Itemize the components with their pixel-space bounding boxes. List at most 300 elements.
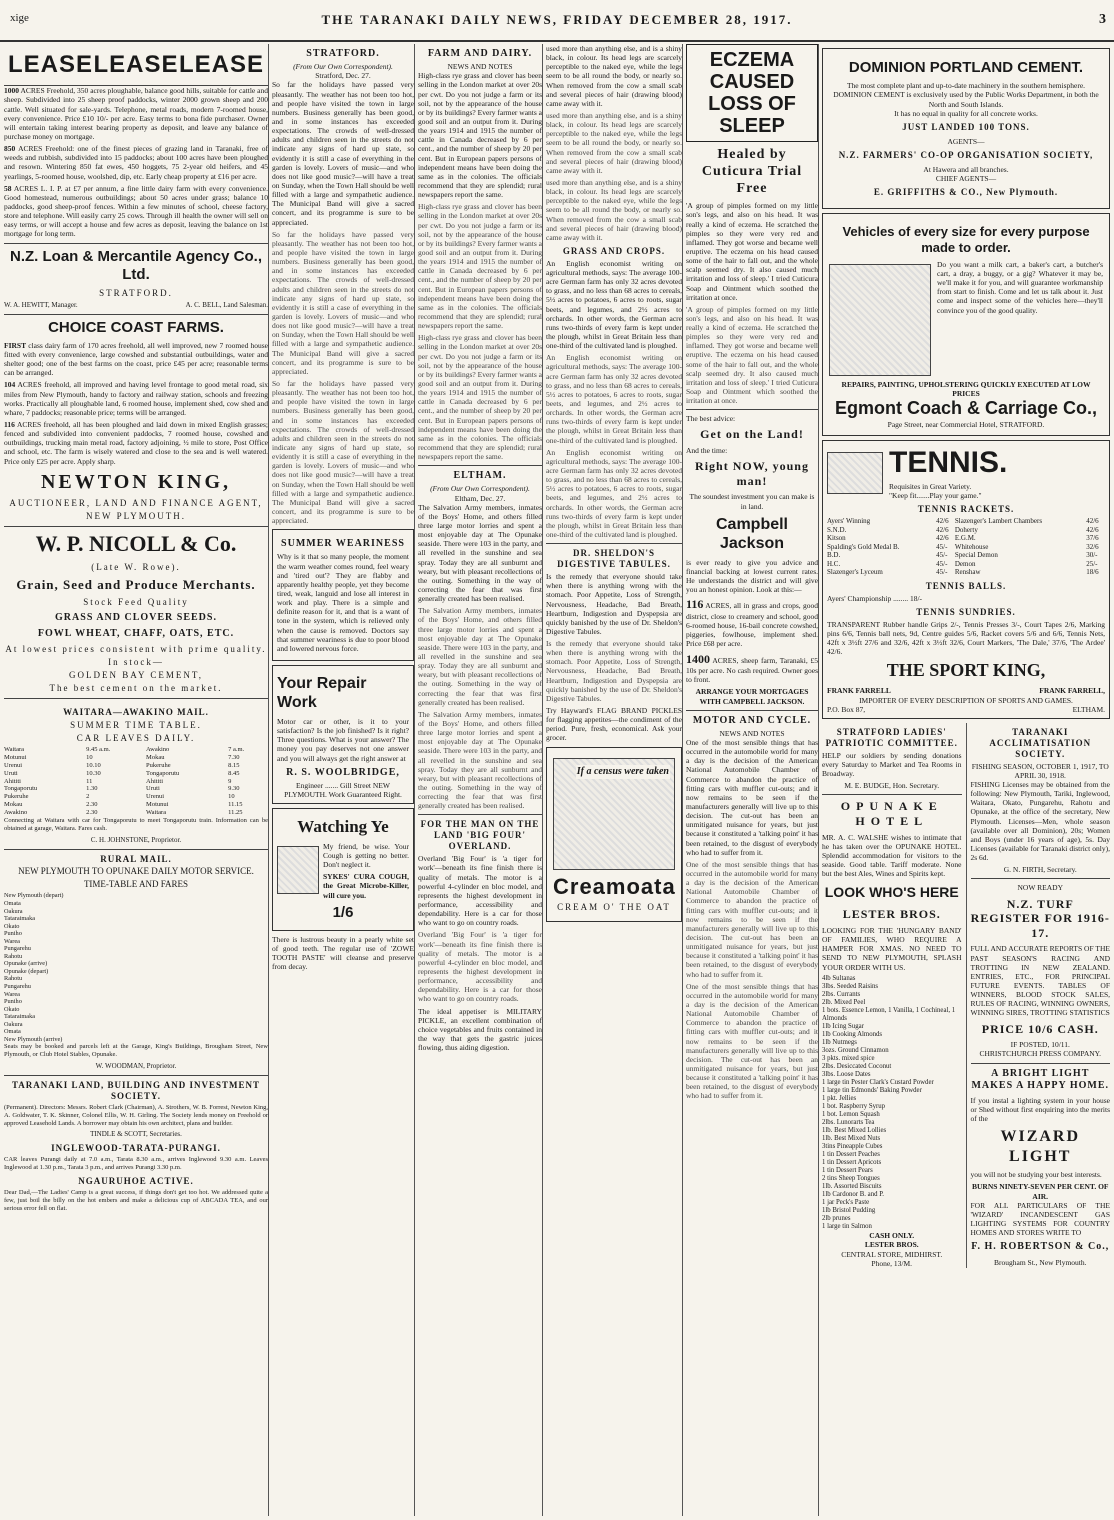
divider — [418, 465, 542, 466]
right-now: Right NOW, young man! — [695, 459, 809, 488]
table-cell: Kitson — [827, 534, 846, 543]
list-item: 1 pkt. Jellies — [822, 1094, 857, 1102]
table-cell: 25/- — [1086, 559, 1098, 568]
dominion-cement-ad — [822, 48, 1110, 209]
campbell-lot — [686, 597, 818, 648]
list-item: 3lbs. Loose Dates — [822, 1070, 871, 1078]
creamoata-ad — [546, 747, 682, 923]
rural-time: TIME-TABLE AND FARES — [83, 879, 189, 890]
eltham-town: ELTHAM. — [1072, 704, 1105, 714]
lease-word: LEASE — [8, 51, 94, 78]
rural-sub: NEW PLYMOUTH TO OPUNAKE DAILY MOTOR SERVICE. — [18, 866, 254, 877]
repairs: REPAIRS, PAINTING, UPHOLSTERING QUICKLY EXECUTED AT LOW PRICES — [841, 379, 1091, 399]
table-cell: Waitara — [4, 745, 25, 753]
table-cell: Awakino — [4, 809, 28, 817]
table-row — [4, 746, 268, 754]
lot-text: ACRES, all in grass and crops, good district, close to creamery and school, good 6-roomed house, 16-bail concrete cowshed, piggeries, fowlhouse, implement shed. Price £68 per acre. — [686, 601, 818, 649]
table-cell: 42/6 — [1086, 525, 1099, 534]
stratford-text: So far the holidays have passed very pleasantly. The weather has not been too hot, and people have visited the town in large numbers. Business generally has been good, and in some instances has exceeded expectations. The crowds of well-dressed adults and children seen in the streets do not indicate any signs of hard up state, so evidently it is still a case of everything in the garden is lovely. Lovers of music—and who does not like good music?—will have a treat on Sunday, when the Town Hall should be well filled with a large and sympathetic audience. The Municipal Band will give a sacred concert, and its programme is sure to be appreciated. — [272, 80, 414, 227]
repair-firm: R. S. WOOLBRIDGE, — [286, 766, 400, 778]
lot-acres: 116 — [4, 420, 15, 430]
acclim-text: FISHING Licenses may be obtained from the following: New Plymouth, Tariki, Inglewood, Waitara, Okato, Pungarehu, Rahotu and Opunake, at the office of the secretary, New Plymouth. Licenses—Men, whole season (available over all Dominion), 20s; Women and Boys (under 16 years of age), 5s. Day Licenses (available for Taranaki district only), 2s 6d. — [970, 780, 1110, 863]
table-cell: Urenui — [146, 793, 165, 801]
list-item: 1 jar Peck's Paste — [822, 1199, 870, 1207]
bright-text: If you instal a lighting system in your house or Shed without first enquiring into the merits of the — [970, 1095, 1110, 1124]
table-cell: 10 — [86, 753, 93, 761]
column-1 — [4, 44, 269, 1516]
list-item: Warea — [4, 990, 20, 998]
table-cell: Slazenger's Lyceum — [827, 568, 883, 577]
repair-text: Motor car or other, is it to your satisfaction? Is the job finished? Is it right? Three questions. What is your answer? The money you pay deserves not one answer and you will always get the right answer at — [277, 716, 409, 763]
vehicles-text: Do you want a milk cart, a baker's cart, a butcher's cart, a dray, a buggy, or a gig? Whatever it may be, we'll make it for you, and will guarantee workmanship from start to finish. Come and let us talk about it. Just come and inspect some of the vehicles here—they'll convince you of the good quality. — [937, 259, 1103, 315]
table-cell: 9 — [228, 777, 232, 785]
opunake-heading: OPUNAKE HOTEL — [840, 799, 943, 828]
list-item: Opunake (arrive) — [4, 960, 48, 968]
table-cell: Ayers' Winning — [827, 517, 871, 526]
acclim-season: FISHING SEASON, OCTOBER 1, 1917, TO APRIL 30, 1918. — [971, 761, 1109, 780]
table-cell: Demon — [954, 559, 976, 568]
lot-acres: 116 — [686, 597, 704, 612]
list-item: Oakura — [4, 1020, 23, 1028]
lot-text: ACRES, sheep farm, Taranaki, £5 10s per acre. No cash required. Owner goes to front. — [686, 655, 818, 685]
waitara-prop: C. H. JOHNSTONE, Proprietor. — [90, 835, 182, 844]
table-cell: Ahititi — [4, 777, 21, 785]
rackets-heading: TENNIS RACKETS. — [917, 504, 1015, 515]
turf-ready: NOW READY — [1017, 883, 1063, 893]
waitara-title: WAITARA—AWAKINO MAIL. — [63, 706, 209, 717]
list-item: 2lb. Mixed Peel — [822, 998, 866, 1006]
table-row — [4, 785, 268, 793]
stratford-corr: (From Our Own Correspondent). — [293, 62, 393, 72]
time-label: And the time: — [686, 446, 728, 456]
overland-text: Overland 'Big Four' is 'a tiger for work'—beneath its fine finish there is quality of metals. The motor is a powerful 4-cylinder en bloc model, and represents the highest development in performance, accessibility and dependability. Here is a car for those who want to go on country roads. — [418, 930, 542, 1004]
column-6 — [822, 44, 1110, 1516]
grass-text: An English economist writing on agricultural methods, says: The average 100-acre German farm has only 32 acres devoted to grass, and no less than 68 acres to cereals, 5½ acres to potatoes, 6 acres to roots, sugar beets, and legumes, and 2½ acres to orchards. In other words, the German acre runs two-thirds of every farm is kept under the plough, whilst in Great Britain less than one-third of the cultivated land is ploughed. — [546, 258, 682, 351]
nicoll-cement-note: The best cement on the market. — [49, 682, 223, 693]
table-cell: 10 — [228, 793, 235, 801]
table-cell: Whitehouse — [954, 542, 989, 551]
creamoata-inset: If a census were taken — [576, 765, 670, 779]
sport-king: THE SPORT KING, — [886, 660, 1046, 681]
table-cell: Ahititi — [146, 777, 164, 785]
choice-lot — [4, 380, 268, 417]
farm-text: High-class rye grass and clover has been selling in the London market at over 20s per cwt. Do you not judge a farm or its soil, not by the appearance of the house or by its buildings? Every farmer wants a good soil and an output from it. During the years 1914 and 1915 the number of cattle in Canada decreased by 6 per cent., and the number of sheep by 20 per cent. But in European papers persons of independent means have been doing the same as in the colonies. The officials recommend that they are splendid; rural newspapers report the same. — [418, 333, 542, 462]
farm-heading: FARM AND DAIRY. — [427, 48, 533, 59]
page-number: 3 — [1099, 12, 1106, 27]
table-cell: Doherty — [954, 525, 978, 534]
table-row — [4, 754, 268, 762]
repair-work-ad — [272, 665, 414, 804]
motor-heading: MOTOR AND CYCLE. — [692, 714, 812, 726]
lease-word: LEASE — [93, 51, 179, 78]
table-cell: 7 a.m. — [228, 745, 245, 753]
table-cell: 37/6 — [1086, 534, 1099, 543]
table-cell: Renshaw — [954, 568, 981, 577]
watching-title: Watching Ye — [297, 817, 389, 837]
table-cell: 11.25 — [228, 809, 243, 817]
list-item: 1lb Bristol Pudding — [822, 1207, 876, 1215]
flag-brand-text: Try Hayward's FLAG BRAND PICKLES for flagging appetites—the condiment of the period. Pure, fresh, economical. Ask your grocer. — [546, 706, 682, 743]
divider — [822, 794, 962, 795]
healed-heading: Healed by Cuticura Trial Free — [701, 147, 803, 197]
eczema-heading: ECZEMA CAUSED LOSS OF SLEEP — [686, 44, 818, 142]
list-item: Tataraimaka — [4, 1013, 36, 1021]
arrange: ARRANGE YOUR MORTGAGES WITH CAMPBELL JACKSON. — [695, 687, 809, 706]
list-item: 3lbs. Seeded Raisins — [822, 982, 879, 990]
nicoll-trade: Grain, Seed and Produce Merchants. — [16, 576, 256, 592]
stratford-date: Stratford, Dec. 27. — [315, 71, 371, 81]
divider — [686, 710, 818, 711]
table-cell: Motunui — [4, 753, 27, 761]
lot-text: ACRES freehold, all improved and having level frontage to good metal road, six miles from New Plymouth, handy to factory and railway station, schools and freezing works. Practically all ploughable land, 6 roomed house, implement shed, cow shed and whare, 7 paddocks; reasonable price; terms will be arranged. — [4, 380, 269, 417]
list-item: Pungarehu — [4, 982, 31, 990]
table-cell: Spalding's Gold Medal B. — [827, 542, 900, 551]
eczema-text: 'A group of pimples formed on my little son's legs, and also on his head. It was really a kind of eczema. He scratched the pimples so they were very red and inflamed. They got worse and became well eruptive. The eczema on his head caused some of the hair to fall out, and the whole scalp seemed dry. It also caused much irritation and loss of sleep.' I tried Cuticura Soap and Ointment which soothed the irritation at once. — [686, 304, 818, 406]
grass-text: An English economist writing on agricultural methods, says: The average 100-acre German farm has only 32 acres devoted to grass, and no less than 68 acres to cereals, 5½ acres to potatoes, 6 acres to roots, sugar beets, and legumes, and 2½ acres to orchards. In other words, the German acre runs two-thirds of every farm is kept under the plough, whilst in Great Britain less than one-third of the cultivated land is ploughed. — [546, 353, 682, 445]
column-5 — [686, 44, 819, 1516]
table-cell: Motunui — [146, 801, 169, 809]
list-item: Omata — [4, 899, 21, 907]
table-cell: 18/6 — [1086, 568, 1099, 577]
ngaruhoe-title: NGAURUHOE ACTIVE. — [78, 1175, 194, 1186]
stratford-heading: STRATFORD. — [306, 48, 380, 59]
landed: JUST LANDED 100 TONS. — [902, 121, 1030, 132]
table-row — [4, 762, 268, 770]
table-cell: 2.30 — [86, 809, 98, 817]
griffiths: E. GRIFFITHS & CO., New Plymouth. — [873, 187, 1059, 198]
list-item: 3tins Pineapple Cubes — [822, 1143, 883, 1151]
sykes-price: 1/6 — [332, 903, 354, 921]
campbell-lot — [686, 652, 818, 685]
table-cell: 2.30 — [86, 801, 98, 809]
divider — [4, 849, 268, 850]
list-item: 1 large tin Edmonds' Baking Powder — [822, 1086, 922, 1094]
nicoll-name: W. P. NICOLL & Co. — [35, 531, 237, 557]
divider — [971, 878, 1111, 879]
lot-acres: 104 — [4, 380, 16, 390]
nicoll-cement: GOLDEN BAY CEMENT, — [69, 670, 203, 680]
tennis-sub: Requisites in Great Variety. — [889, 481, 972, 491]
building-sec: TINDLE & SCOTT, Secretaries. — [90, 1130, 182, 1139]
table-cell: 45/- — [936, 551, 948, 560]
choice-heading: CHOICE COAST FARMS. — [48, 318, 224, 336]
divider — [418, 814, 542, 815]
list-item: 1lb Icing Sugar — [822, 1022, 864, 1030]
turf-heading: N.Z. TURF REGISTER FOR 1916-17. — [970, 896, 1110, 940]
table-cell: Pukeruhe — [146, 761, 171, 769]
table-cell: Tongaporutu — [146, 769, 180, 777]
table-cell: 9.45 a.m. — [86, 745, 111, 753]
table-row — [4, 770, 268, 778]
lot-text: class dairy farm of 170 acres freehold, all well improved, new 7 roomed house fitted with every convenience, large cowshed and substantial outbuildings, water and shelter good; one of the best farms on the coast, price £45 per acre; reasonable terms can be arranged. — [4, 340, 269, 378]
racket-illustration — [827, 452, 883, 494]
list-item: Tataraimaka — [4, 915, 36, 923]
importer: IMPORTER OF EVERY DESCRIPTION OF SPORTS AND GAMES. — [859, 695, 1073, 705]
nicoll-item: FOWL WHEAT, CHAFF, OATS, ETC. — [37, 627, 235, 639]
lester-name: LESTER BROS. — [842, 907, 941, 922]
lease-word: LEASE — [178, 51, 264, 78]
agency-manager: W. A. HEWITT, Manager. — [4, 301, 78, 310]
burns: BURNS NINETY-SEVEN PER CENT. OF AIR. — [972, 1182, 1109, 1201]
farm-text: High-class rye grass and clover has been selling in the London market at over 20s per cwt. Do you not judge a farm or its soil, not by the appearance of the house or by its buildings? Every farmer wants a good soil and an output from it. During the years 1914 and 1915 the number of cattle in Canada decreased by 6 per cent., and the number of sheep by 20 per cent. But in European papers persons of independent means have been doing the same as in the colonies. The officials recommend that they are splendid; rural newspapers report the same. — [418, 202, 542, 331]
rural-stops — [4, 892, 268, 1043]
table-row — [4, 778, 268, 786]
newton-king: NEWTON KING, — [40, 470, 232, 493]
lustrous-text: There is lustrous beauty in a pearly white set of good teeth. The regular use of 'ZOWE TOOTH PASTE' will cleanse and preserve from decay. — [272, 935, 414, 972]
lot-acres: 1000 — [4, 86, 19, 96]
table-row — [827, 568, 1105, 577]
egmont-name: Egmont Coach & Carriage Co., — [834, 398, 1098, 419]
column-2 — [272, 44, 415, 1516]
lot-text: ACRES freehold, all has been ploughed and laid down in mixed English grasses; fenced and subdivided into convenient paddocks, 7 roomed house, cowshed and outbuildings, trucking main metal road, factory adjoining, ½ mile to store, Post Office and school, etc. The farm is wisely watered and close to the sea and is well watered. Price only £25 per acre. Apply sharp. — [4, 420, 268, 466]
lot-acres: FIRST — [4, 340, 27, 350]
chief-agents: CHIEF AGENTS— — [935, 174, 997, 184]
inglewood-title: INGLEWOOD-TARATA-PURANGI. — [51, 1142, 221, 1153]
list-item: Warea — [4, 937, 20, 945]
wizard-text2: FOR ALL PARTICULARS OF THE 'WIZARD' INCANDESCENT GAS LIGHTING SYSTEMS FOR COUNTRY HOMES AND STORES WRITE TO — [970, 1200, 1110, 1238]
list-item: 1 bots. Essence Lemon, 1 Vanilla, 1 Cochineal, 1 Almonds — [822, 1006, 956, 1022]
list-item: 2lbs. Currants — [822, 990, 861, 998]
central-store: CENTRAL STORE, MIDHIRST. — [841, 1249, 943, 1259]
campbell-jackson: Campbell Jackson — [715, 515, 788, 553]
agency-salesman: A. C. BELL, Land Salesman. — [185, 301, 268, 310]
creamoata-sub: CREAM O' THE OAT — [557, 902, 671, 913]
table-cell: H.C. — [827, 559, 841, 568]
table-cell: 1.30 — [86, 785, 98, 793]
egmont-addr: Page Street, near Commercial Hotel, STRATFORD. — [887, 420, 1045, 430]
table-cell: S.N.D. — [827, 525, 847, 534]
list-item: 1lb Cardonor B. and P. — [822, 1191, 884, 1199]
lot-acres: 1400 — [686, 651, 710, 666]
lease-lot — [4, 144, 268, 181]
list-item: 1lb. Best Mixed Nuts — [822, 1135, 881, 1143]
table-row — [4, 809, 268, 817]
list-item: Rahotu — [4, 975, 23, 983]
table-row — [827, 543, 1105, 552]
christchurch: CHRISTCHURCH PRESS COMPANY. — [979, 1049, 1101, 1059]
vehicles-heading: Vehicles of every size for every purpose made to order. — [842, 224, 1090, 256]
brougham: Brougham St., New Plymouth. — [993, 1257, 1087, 1267]
divider — [686, 409, 818, 410]
masthead-title: THE TARANAKI DAILY NEWS, FRIDAY DECEMBER 28, 1917. — [321, 12, 793, 27]
table-cell: 10.30 — [86, 769, 101, 777]
list-item: New Plymouth (arrive) — [4, 1035, 63, 1043]
po-box: P.O. Box 87, — [827, 704, 866, 714]
sykes-ad — [272, 808, 414, 931]
stratford-text: So far the holidays have passed very pleasantly. The weather has not been too hot, and people have visited the town in large numbers. Business generally has been good, and in some instances has exceeded expectations. The crowds of well-dressed adults and children seen in the streets do not indicate any signs of hard up state, so evidently it is still a case of everything in the garden is lovely. Lovers of music—and who does not like good music?—will have a treat on Sunday, when the Town Hall should be well filled with a large and sympathetic audience. The Municipal Band will give a sacred concert, and its programme is sure to be appreciated. — [272, 378, 414, 526]
table-cell: Special Demon — [954, 551, 998, 560]
list-item: 1lb Cooking Almonds — [822, 1030, 883, 1038]
nicoll-stock: Stock Feed Quality — [83, 596, 189, 607]
table-cell: 45/- — [936, 559, 948, 568]
table-cell: 9.30 — [228, 785, 240, 793]
acclim-title: TARANAKI ACCLIMATISATION SOCIETY. — [989, 726, 1092, 759]
nicoll-instock: In stock— — [108, 657, 164, 668]
lester-cash: CASH ONLY. — [869, 1231, 915, 1241]
best-advice: The best advice: — [686, 414, 736, 424]
phone: Phone, 13/M. — [871, 1258, 913, 1268]
table-row — [827, 560, 1105, 569]
acclim-sign: G. N. FIRTH, Secretary. — [1003, 865, 1077, 875]
list-item: New Plymouth (depart) — [4, 892, 64, 900]
motor-text: One of the most sensible things that has occurred in the automobile world for many a day is the decision of the American National Automobile Chamber of Commerce to abandon the practice of fitting cars with muffler cut-outs; and it now remains to be seen if the manufacturers generally will live up to this decision. The cut-out has been an unmitigated nuisance for years, but just because it constituted a 'talking point' it has been retained, to the disgust of everybody who had to suffer from it. — [686, 981, 818, 1101]
farm-sub: NEWS AND NOTES — [447, 62, 513, 72]
column-3 — [418, 44, 543, 1516]
tennis-ad — [822, 440, 1110, 719]
table-cell: 45/- — [936, 568, 948, 577]
look-heading: LOOK WHO'S HERE — [824, 884, 959, 901]
sheldon-text: Is the remedy that everyone should take when there is anything wrong with the stomach. Poor Appetite, Loss of Strength, Nervousness, Headache, Bad Breath, Heartburn, Indigestion and Dyspepsia are quickly banished by the use of Dr. Sheldon's Digestive Tabules. — [546, 639, 682, 703]
list-item: 1 tin Dessert Peaches — [822, 1151, 880, 1159]
table-cell: 32/6 — [1086, 542, 1099, 551]
list-item: 1 large tin Pester Clark's Custard Powder — [822, 1078, 934, 1086]
table-cell: 7.30 — [228, 753, 240, 761]
list-item: 1lb. Assorted Biscuits — [822, 1183, 882, 1191]
eltham-heading: ELTHAM. — [453, 470, 507, 482]
tennis-titles — [889, 445, 1007, 500]
table-row — [827, 526, 1105, 535]
cart-illustration — [829, 264, 931, 376]
summer-title: SUMMER WEARINESS — [281, 538, 405, 550]
rural-note: Seats may be booked and parcels left at the Garage, King's Buildings, Brougham Street, New Plymouth, or Club Hotel Stables, Opunake. — [4, 1043, 268, 1059]
table-cell: Mokau — [146, 753, 165, 761]
list-item: 1lb. Best Mixed Lollies — [822, 1127, 887, 1135]
divider — [4, 314, 268, 315]
column-6-left — [822, 723, 962, 1268]
nicoll-note: At lowest prices consistent with prime quality. — [5, 644, 267, 655]
table-cell: 42/6 — [1086, 517, 1099, 526]
table-cell: 11.15 — [228, 801, 243, 809]
dominion-text: It has no equal in quality for all concrete works. — [894, 108, 1038, 118]
farm-text: High-class rye grass and clover has been selling in the London market at over 20s per cwt. Do you not judge a farm or its soil, not by the appearance of the house or by its buildings? Every farmer wants a good soil and an output from it. During the years 1914 and 1915 the number of cattle in Canada decreased by 6 per cent., and the number of sheep by 20 per cent. But in European papers persons of independent means have been doing the same as in the colonies. The officials recommend that they are splendid; rural newspapers report the same. — [418, 71, 542, 200]
table-row — [827, 534, 1105, 543]
agency-staff — [4, 301, 268, 310]
table-cell: Slazenger's Lambert Chambers — [954, 517, 1043, 526]
table-cell: Pukeruhe — [4, 793, 29, 801]
column-6-right — [966, 723, 1111, 1268]
watching-text: My friend, be wise. Your Cough is getting no better. Don't neglect it. — [323, 841, 409, 870]
list-item: 2lbs. Lunorarts Tea — [822, 1119, 875, 1126]
overland-heading: FOR THE MAN ON THE LAND 'BIG FOUR' OVERLAND. — [420, 819, 540, 852]
doctor-illustration — [277, 846, 319, 894]
list-item: Pungarehu — [4, 945, 31, 953]
wizard-light: WIZARD LIGHT — [1000, 1128, 1081, 1165]
divider — [4, 1075, 268, 1076]
campbell-text: is ever ready to give you advice and financial backing at lowest current rates. He understands the district and will give you an honest opinion. Look at this:— — [686, 557, 818, 595]
list-item: 3ozs. Ground Cinnamon — [822, 1046, 889, 1054]
table-cell: Awakino — [146, 745, 170, 753]
table-cell: Mokau — [4, 801, 23, 809]
turf-post: IF POSTED, 10/11. — [1010, 1040, 1070, 1050]
creamoata-illustration — [553, 758, 675, 870]
list-item: 2 tins Sheep Tongues — [822, 1175, 880, 1183]
agents: AGENTS— — [947, 136, 985, 146]
choice-lot — [4, 420, 268, 466]
list-item: 2lbs. Desiccated Coconut — [822, 1062, 892, 1070]
divider — [971, 1063, 1111, 1064]
sundries-heading: TENNIS SUNDRIES. — [916, 606, 1016, 617]
list-item: Opunake (depart) — [4, 967, 49, 975]
lester-list — [822, 975, 962, 1232]
eczema-text: 'A group of pimples formed on my little son's legs, and also on his head. It was really a kind of eczema. He scratched the pimples so they were very red and inflamed. They got worse and became well eruptive. The eczema on his head caused some of the hair to fall out, and the whole scalp seemed dry. It also caused much irritation and loss of sleep.' I tried Cuticura Soap and Ointment which soothed the irritation at once. — [686, 201, 818, 302]
dominion-text: The most complete plant and up-to-date machinery in the southern hemisphere. — [846, 81, 1086, 91]
eltham-text: The Salvation Army members, inmates of the Boys' Home, and others filled three large motor lorries and spent a most enjoyable day at The Opunake seaside. There were 103 in the party, and all revelled in the sunshine and sea spray. Today they are all sunburnt and weary, but with pleasant recollections of the outing. Something in the way of correcting the fear that was first generally created has been realised. — [418, 709, 542, 811]
repair-title: Your Repair Work — [277, 674, 367, 712]
table-cell: Tongaporutu — [4, 785, 38, 793]
sheldon-text: Is the remedy that everyone should take when there is anything wrong with the stomach. Poor Appetite, Loss of Strength, Nervousness, Headache, Bad Breath, Heartburn, Indigestion and Dyspepsia are quickly banished by the use of Dr. Sheldon's Digestive Tabules. — [546, 572, 682, 636]
opunake-text: MR. A. C. WALSHE wishes to intimate that he has taken over the OPUNAKE HOTEL. Splendid accommodation for visitors to the seaside. Good table. Tariff moderate. None but the best Ales, Wines and Spirits kept. — [822, 832, 962, 879]
tennis-header — [827, 445, 1105, 500]
list-item: 2lb prunes — [822, 1215, 851, 1223]
table-cell: B.D. — [827, 551, 841, 560]
table-cell: 42/6 — [936, 525, 949, 534]
eltham-text: The Salvation Army members, inmates of the Boys' Home, and others filled three large motor lorries and spent a most enjoyable day at The Opunake seaside. There were 103 in the party, and all revelled in the sunshine and sea spray. Today they are all sunburnt and weary, but with pleasant recollections of the outing. Something in the way of correcting the fear that was first generally created has been realised. — [418, 502, 542, 604]
table-cell: 42/6 — [936, 517, 949, 526]
table-row — [4, 801, 268, 809]
table-cell: 8.45 — [228, 769, 240, 777]
summer-text: Why is it that so many people, the moment the warm weather comes round, feel weary and 'tired out'? They are flabby and apparently healthy people, yet they become tired, weak, languid and lose all interest in work and play. There is a simple and definite reason for it, and that is a want of tone in the system, which is relieved only when the cause is removed. Doctors say that summer weariness is due to poor blood and lowered nervous force. — [277, 552, 409, 653]
inglewood-text: CAR leaves Purangi daily at 7.0 a.m., Tarata 8.30 a.m., arrives Inglewood 9.30 a.m. Leaves Inglewood at 1.30 p.m., Tarata 3 p.m., and arrives Purangi 3.30 p.m. — [4, 1155, 268, 1171]
rackets-table — [827, 517, 1105, 577]
get-land: Get on the Land! — [700, 427, 804, 442]
table-row — [827, 551, 1105, 560]
table-cell: Urenui — [4, 761, 23, 769]
farrell-address — [827, 705, 1105, 714]
rural-prop: W. WOODMAN, Proprietor. — [95, 1062, 177, 1071]
farmers: N.Z. FARMERS' CO-OP ORGANISATION SOCIETY, — [838, 149, 1094, 160]
stratford-text: So far the holidays have passed very pleasantly. The weather has not been too hot, and people have visited the town in large numbers. Business generally has been good, and in some instances has exceeded expectations. The crowds of well-dressed adults and children seen in the streets do not indicate any signs of hard up state, so evidently it is still a case of everything in the garden is lovely. Lovers of music—and who does not like good music?—will have a treat on Sunday, when the Town Hall should be well filled with a large and sympathetic audience. The Municipal Band will give a sacred concert, and its programme is sure to be appreciated. — [272, 229, 414, 376]
egmont-coach-ad — [822, 213, 1110, 436]
dominion-text: DOMINION CEMENT is exclusively used by the Public Works Department, in both the North and South Islands. — [833, 90, 1099, 109]
list-item: Puniho — [4, 930, 22, 938]
masthead — [0, 0, 1114, 42]
list-item: Puniho — [4, 998, 22, 1006]
building-text: (Permanent). Directors: Messrs. Robert Clark (Chairman), A. Strothers, W. B. Forrest, Newton King, A. Goldwater, T. K. Skinner, Colonel Ellis, W. H. Girling. The Society lends money on Freehold or approved Leasehold Lands. A borrower may obtain his own architect, plans and builder. — [4, 1103, 268, 1127]
farrell-left: FRANK FARRELL — [827, 686, 891, 696]
waitara-note: Connecting at Waitara with car for Tongaporutu to meet Tongaporutu train. Information can be obtained at garage, Waitara. Fares cash. — [4, 817, 268, 833]
farrell-row — [827, 686, 1105, 695]
newton-sub: AUCTIONEER, LAND AND FINANCE AGENT, — [9, 498, 263, 509]
table-cell: 30/- — [1086, 551, 1098, 560]
col4-text: used more than anything else, and is a shiny black, in colour. Its head legs are scarcely perceptible to the naked eye, while the legs seem to be all round the body, or nearly so. When removed from the cow a small scab and several pieces of hair (drawing blood) came away with it. — [546, 110, 682, 175]
balls-heading: TENNIS BALLS. — [925, 580, 1007, 591]
repair-addr: Engineer ....... Gill Street NEW PLYMOUTH. Work Guaranteed Right. — [284, 780, 402, 800]
column-1-lower — [4, 703, 268, 1216]
overland-text: Overland 'Big Four' is 'a tiger for work'—beneath its fine finish there is quality of metals. The motor is a powerful 4-cylinder en bloc model, and represents the highest development in performance, accessibility and dependability. Here is a car for those who want to go on country roads. — [418, 854, 542, 928]
list-item: Okato — [4, 1005, 20, 1013]
ladies-sign: M. E. BUDGE, Hon. Secretary. — [844, 781, 940, 791]
lot-text: ACRES Freehold, 350 acres ploughable, balance good hills, suitable for cattle and sheep. Subdivided into 25 sheep proof paddocks, winter 2000 grown sheep and 200 cattle. Well situated for sale-yards. Telephone, metal roads, modern 7-roomed house, every convenience. Price £10 10/- per acre. Easy terms to bona fide purchaser. Owner will entertain taking interest bearing property as deposit, and leave any balance of purchase money on mortgage. — [4, 86, 268, 141]
summer-weariness-ad — [272, 529, 414, 661]
list-item: Oakura — [4, 907, 23, 915]
list-item: Omata — [4, 1028, 21, 1036]
lot-acres: 850 — [4, 144, 16, 154]
eltham-date: Eltham, Dec. 27. — [454, 493, 506, 503]
eltham-corr: (From Our Own Correspondent). — [430, 484, 530, 494]
list-item: 1 tin Dessert Apricots — [822, 1159, 882, 1167]
choice-lot — [4, 341, 268, 378]
column-4 — [546, 44, 683, 1516]
balls-line: Ayers' Championship ........ 18/- — [827, 593, 923, 603]
list-item: 1lb Nutmegs — [822, 1038, 857, 1046]
list-item: 4lb Sultanas — [822, 974, 856, 982]
farmers-place: At Hawera and all branches. — [923, 164, 1009, 174]
list-item: Okato — [4, 922, 20, 930]
agency-name: N.Z. Loan & Mercantile Agency Co., Ltd. — [10, 247, 262, 283]
list-item: 3 pkts. mixed spice — [822, 1054, 875, 1062]
col4-text: used more than anything else, and is a shiny black, in colour. Its head legs are scarcely perceptible to the naked eye, while the legs seem to be all round the body, or nearly so. When removed from the cow a small scab and several pieces of hair (drawing blood) came away with it. — [546, 177, 682, 242]
tennis-heading: TENNIS. — [889, 446, 1008, 480]
